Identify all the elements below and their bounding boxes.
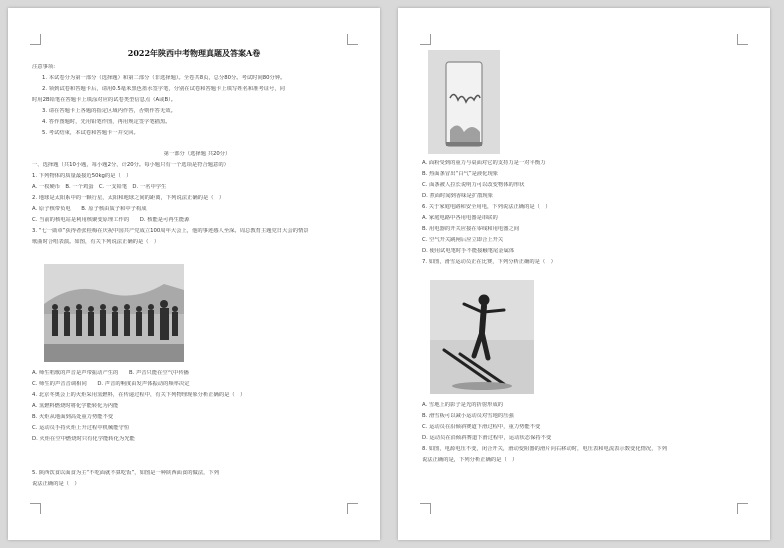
- option-line: C. 空气开关跳闸后应立即合上开关: [422, 237, 504, 243]
- question-line: 5. 陕西饮食以面食为主“不吃面就不算吃饭”，如图是一种陕西面食的做法，下列: [32, 470, 220, 476]
- question-line: 3. “七一勋章”获得者张桂梅在庆祝中国共产党成立100周年大会上，他的事迹感人至深。周总教育主题党日大会的情景: [32, 228, 309, 234]
- option-line: B. 火炬从地面到高处重力势能不变: [32, 414, 114, 420]
- crop-mark: [347, 503, 358, 514]
- option-line: A. 一枚硬币 B. 一个鸡蛋 C. 一支铅笔 D. 一名中学生: [32, 184, 167, 190]
- question-line: 说法正确的是，下列分析正确的是（ ）: [422, 457, 518, 463]
- choir-photo: [44, 264, 184, 362]
- option-line: D. 煮面时闻到香味是扩散现象: [422, 193, 494, 199]
- question-line: 1. 下列物体的质量最接近50kg的是（ ）: [32, 173, 132, 179]
- part-one-heading: 第一部分（选择题 共20分）: [163, 151, 231, 157]
- option-line: B. 滑雪板可以减小运动员对雪地的压强: [422, 413, 514, 419]
- question-line: 说法正确的是（ ）: [32, 481, 80, 487]
- document-page-left: [8, 8, 380, 540]
- question-line: 一、选择题（共10小题，每小题2分，计20分。每小题只有一个选项是符合题意的）: [32, 162, 229, 168]
- option-line: D. 运动员在沿倾斜赛道下滑过程中，运动状态保持不变: [422, 435, 552, 441]
- skier-photo: [430, 280, 534, 394]
- notice-line: 4. 答作图题时，先用铅笔作图，再用规定签字笔描黑。: [42, 119, 171, 125]
- question-line: 歌曲时合唱表演。如图，有关下列说法正确的是（ ）: [32, 239, 160, 245]
- crop-mark: [737, 34, 748, 45]
- notice-line: 时用2B铅笔在答题卡上填涂对应的试卷类型信息点（A或B）。: [32, 97, 177, 103]
- page-title: 2022年陕西中考物理真题及答案A卷: [127, 48, 261, 58]
- option-line: C. 运动员手持火炬上升过程中机械能守恒: [32, 425, 130, 431]
- crop-mark: [420, 503, 431, 514]
- option-line: C. 运动员在沿倾斜赛道下滑过程中，重力势能不变: [422, 424, 541, 430]
- question-line: 4. 北京冬奥会上的火炬采用氢燃料，在传递过程中，有关下列物理现象分析正确的是（ ）: [32, 392, 246, 398]
- option-line: A. 面粉受到的重力与桌面对它的支持力是一对平衡力: [422, 160, 546, 166]
- notice-line: 2. 领到试卷和答题卡后，请用0.5毫米黑色墨水签字笔，分别在试卷和答题卡上填写姓名和准考证号，同: [42, 86, 285, 92]
- crop-mark: [420, 34, 431, 45]
- option-line: D. 火炬在空中燃烧时只有化学能转化为光能: [32, 436, 135, 442]
- notice-heading: 注意事项:: [32, 64, 55, 70]
- choir-photo-image: [44, 264, 184, 362]
- option-line: A. 雪地上的影子是光的折射形成的: [422, 402, 504, 408]
- notice-line: 3. 请在答题卡上各题的指定区域内作答，否则作答无效。: [42, 108, 176, 114]
- option-line: A. 师生唱歌的声音是声带振动产生的 B. 声音只能在空气中传播: [32, 370, 189, 376]
- glass-photo-image: [428, 50, 500, 154]
- crop-mark: [30, 34, 41, 45]
- option-line: C. 师生的声音音调相同 D. 声音的响度由发声体振动的频率决定: [32, 381, 190, 387]
- notice-line: 1. 本试卷分为第一部分（选择题）和第二部分（非选择题）。全卷共8页，总分80分。考试时间80分钟。: [42, 75, 286, 81]
- option-line: B. 用电器的开关应接在零线和用电器之间: [422, 226, 520, 232]
- crop-mark: [737, 503, 748, 514]
- question-line: 2. 地球是太阳系中的一颗行星，太阳和地球之间的距离，下列说法正确的是（ ）: [32, 195, 225, 201]
- crop-mark: [30, 503, 41, 514]
- skier-photo-image: [430, 280, 534, 394]
- option-line: D. 使用试电笔时手不能接触笔尾金属体: [422, 248, 515, 254]
- question-line: 8. 如图，电源电压不变，闭合开关，滑动变阻器的滑片向右移动时，电压表和电流表示数变化情况，下列: [422, 446, 668, 452]
- question-line: 7. 如图，滑雪运动员正在比赛，下列分析正确的是（ ）: [422, 259, 556, 265]
- glass-photo: [428, 50, 500, 154]
- notice-line: 5. 考试结束，本试卷和答题卡一并交回。: [42, 130, 139, 136]
- option-line: A. 原子核带负电 B. 原子核由质子和中子构成: [32, 206, 147, 212]
- option-line: A. 家庭电路中各用电器是串联的: [422, 215, 498, 221]
- question-line: 6. 关于家庭电路和安全用电，下列说法正确的是（ ）: [422, 204, 551, 210]
- document-page-right: [398, 8, 770, 540]
- option-line: A. 氢燃料燃烧时将化学能转化为内能: [32, 403, 119, 409]
- option-line: B. 热面条冒出“白气”是液化现象: [422, 171, 499, 177]
- option-line: C. 当前的核电站是利用核聚变原理工作的 D. 核能是可再生能源: [32, 217, 190, 223]
- option-line: C. 面条被人拉长说明力可以改变物体的形状: [422, 182, 525, 188]
- crop-mark: [347, 34, 358, 45]
